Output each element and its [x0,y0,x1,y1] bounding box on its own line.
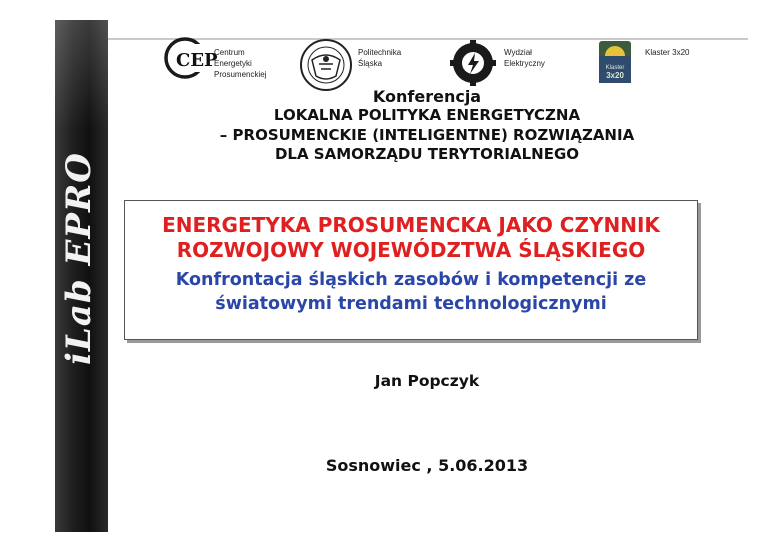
sidebar-banner [55,20,108,532]
place-date: Sosnowiec , 5.06.2013 [325,456,529,475]
talk-title-box [124,200,698,340]
svg-text:CEP: CEP [176,50,218,71]
svg-text:3x20: 3x20 [606,71,624,80]
talk-title [125,213,697,263]
conference-title-line: LOKALNA POLITYKA ENERGETYCZNA [273,106,581,124]
conference-title [112,106,742,165]
talk-subtitle-line: Konfrontacja śląskich zasobów i kompetencji ze [175,270,647,290]
wydzial-logo-label: Wydział Elektryczny [504,48,545,68]
polsl-seal-icon [299,38,353,92]
author-name: Jan Popczyk [374,372,480,390]
cep-logo [163,36,218,80]
gear-lightning-icon [448,40,498,86]
talk-title-line: ENERGETYKA PROSUMENCKA JAKO CZYNNIK [162,213,660,237]
polsl-logo [299,38,353,92]
svg-text:Klaster: Klaster [605,65,625,71]
talk-title-line: ROZWOJOWY WOJEWÓDZTWA ŚLĄSKIEGO [176,238,646,262]
conference-title-line: DLA SAMORZĄDU TERYTORIALNEGO [274,145,580,163]
sidebar-label: iLab EPRO [59,152,99,365]
conference-heading: Konferencja [372,87,482,106]
klaster-logo [598,40,632,84]
talk-subtitle [125,268,697,316]
klaster-badge-icon [598,40,632,84]
cep-logo-icon [163,36,218,80]
cep-logo-label: Centrum Energetyki Prosumenckiej [214,48,267,79]
conference-title-line: – PROSUMENCKIE (INTELIGENTNE) ROZWIĄZANIA [219,125,635,144]
klaster-logo-label: Klaster 3x20 [645,48,690,57]
wydzial-logo [448,40,498,86]
polsl-logo-label: Politechnika Śląska [358,48,402,68]
talk-subtitle-line: światowymi trendami technologicznymi [215,294,607,314]
